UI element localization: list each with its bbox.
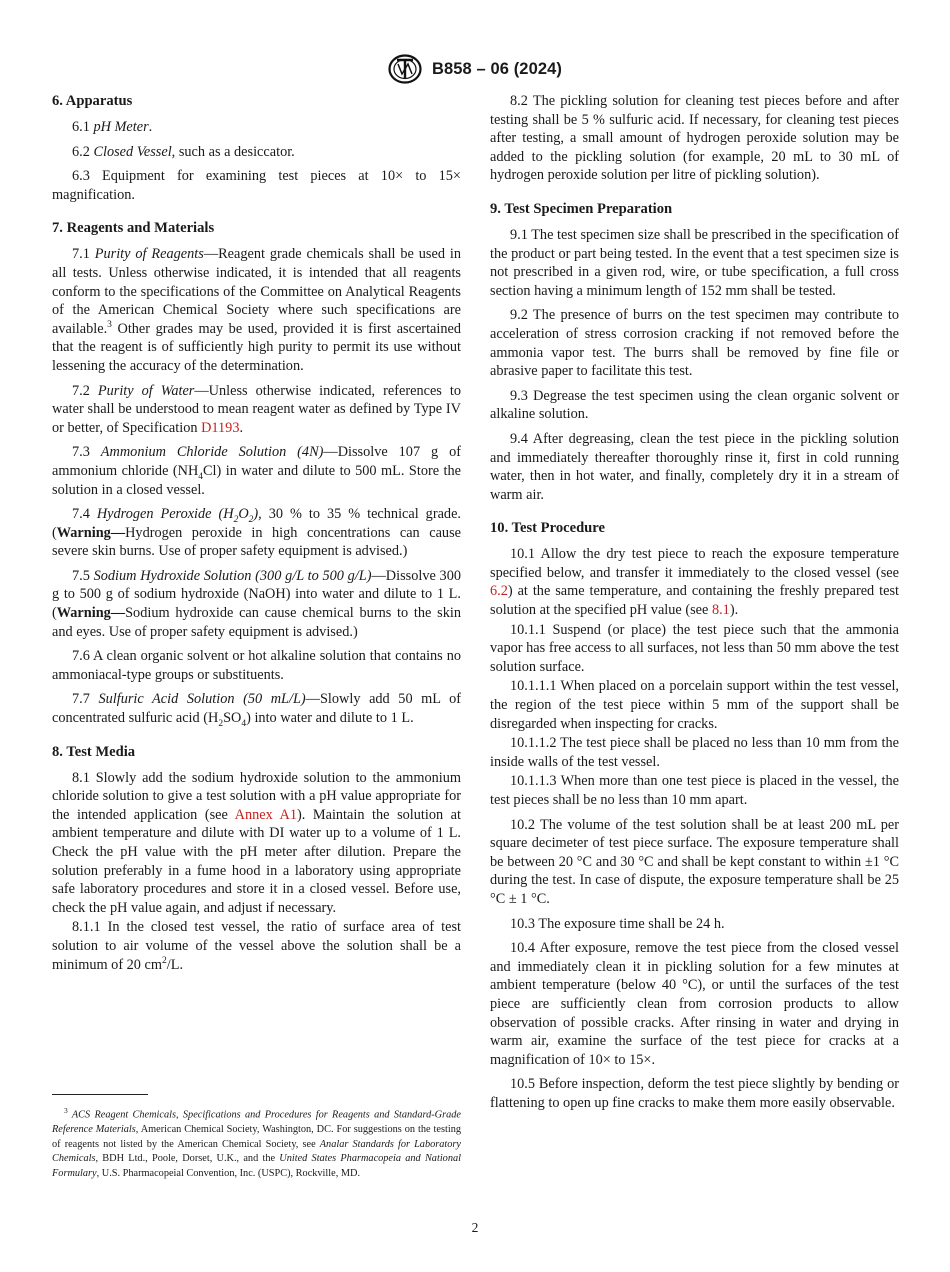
para-text: ). Maintain the solution at ambient temperature and dilute with DI water up to a volume of 1 L. Check the pH value with the pH meter after dilution. Prepare the solution preferably in a fume hood in a laboratory using appropriate safe laboratory procedures and store it in a closed vessel. Before use, check the pH value again, and adjust if necessary.	[52, 806, 462, 916]
section-6-title: 6. Apparatus	[52, 93, 133, 109]
para-text: —Slowly add 50 mL of concentrated sulfuric acid (H	[52, 691, 461, 727]
para-number: 7.1	[72, 246, 95, 263]
para-7-6: 7.6 A clean organic solvent or hot alkaline solution that contains no ammoniacal-type groups or substituents.	[52, 648, 461, 683]
subscript: 4	[241, 718, 247, 729]
para-10-1-1-1: 10.1.1.1 When placed on a porcelain support within the test vessel, the region of the test piece within 5 mm of the support shall be disregarded when inspecting for cracks.	[490, 678, 899, 732]
para-10-1-1: 10.1.1 Suspend (or place) the test piece such that the ammonia vapor has free access to all surfaces, not less than 50 mm above the test solution surface.	[490, 621, 899, 675]
section-9-title: 9. Test Specimen Preparation	[490, 200, 673, 217]
para-10-1-1-3: 10.1.1.3 When more than one test piece is placed in the vessel, the test pieces shall be no less than 10 mm apart.	[490, 773, 899, 808]
section-7-title: 7. Reagents and Materials	[52, 220, 215, 237]
para-text: Sodium hydroxide can cause chemical burns to the skin and eyes. Use of proper safety equipment is advised.)	[52, 605, 461, 640]
para-text: Hydrogen peroxide in high concentrations can cause severe skin burns. Use of proper safety equipment is advised.)	[52, 524, 461, 560]
para-text: 10.1 Allow the dry test piece to reach the exposure temperature specified below, and transfer it immediately to the closed vessel (see	[490, 546, 899, 581]
para-text: such as a desiccator.	[175, 143, 295, 160]
astm-logo-icon	[388, 54, 422, 84]
section-10	[490, 519, 899, 1112]
reference-link-d1193[interactable]: D1193	[201, 419, 240, 436]
para-caption: Sulfuric Acid Solution (50 mL/L)	[98, 691, 306, 708]
para-7-4	[52, 505, 461, 561]
section-10-title: 10. Test Procedure	[490, 520, 605, 537]
para-6-1	[52, 118, 461, 137]
para-text: —Reagent grade chemicals shall be used in all tests. Unless otherwise indicated, it is intended that all reagents conform to the specifications of the Committee on Analytical Reagents of the American Chemical Society where such specifications are available.	[52, 246, 461, 337]
para-text: .	[148, 119, 153, 135]
section-8-continued	[490, 92, 899, 185]
para-text: .	[239, 419, 244, 436]
page-header	[0, 54, 950, 84]
para-text: ) at the same temperature, and containing the freshly prepared test solution at the specified pH value (see	[490, 583, 899, 619]
warning-label: Warning—	[56, 605, 126, 622]
para-text: 8.1 Slowly add the sodium hydroxide solution to the ammonium chloride solution to give a test solution with a pH value appropriate for the intended application (see	[52, 769, 461, 823]
footnote-marker: 3	[64, 1106, 68, 1115]
para-7-5	[52, 567, 461, 641]
footnote-marker: 3	[107, 319, 112, 330]
para-7-1	[52, 245, 461, 375]
para-10-5: 10.5 Before inspection, deform the test piece slightly by bending or flattening to open up fine cracks to make them more easily observable.	[490, 1076, 899, 1111]
para-number: 7.7	[72, 691, 99, 708]
footnote-divider	[52, 1094, 148, 1095]
section-6	[52, 92, 461, 204]
caption-part: O	[238, 506, 249, 523]
para-10-1-1-2: 10.1.1.2 The test piece shall be placed no less than 10 mm from the inside walls of the test vessel.	[490, 735, 899, 770]
para-9-4: 9.4 After degreasing, clean the test piece in the pickling solution and immediately thereafter thoroughly rinse it, first in cold running water, then in hot water, and finally, completely dry it in a stream of warm air.	[490, 430, 899, 503]
para-caption	[96, 506, 262, 525]
para-text: 8.1.1 In the closed test vessel, the ratio of surface area of test solution to air volume of the vessel above the solution shall be a minimum of 20 cm	[52, 919, 461, 973]
left-column	[52, 92, 461, 989]
para-number: 7.2	[72, 382, 98, 399]
section-9	[490, 200, 899, 504]
caption-part: ),	[253, 506, 262, 523]
para-text: 30 % to 35 % technical grade. (	[52, 506, 461, 541]
para-text: ).	[729, 602, 739, 619]
footnote-text: , U.S. Pharmacopeial Convention, Inc. (USPC), Rockville, MD.	[96, 1167, 361, 1179]
para-number: 7.3	[72, 444, 101, 461]
subscript: 2	[248, 514, 254, 525]
para-number: 7.4	[72, 506, 97, 523]
para-7-2	[52, 382, 461, 438]
superscript: 2	[162, 955, 167, 966]
para-text: /L.	[166, 956, 184, 973]
para-7-3	[52, 443, 461, 499]
reference-link-annex-a1[interactable]: Annex A1	[234, 806, 297, 823]
footnote	[52, 1104, 461, 1181]
para-caption: Ammonium Chloride Solution (4N)	[100, 444, 324, 461]
reference-link-8-1[interactable]: 8.1	[711, 602, 730, 619]
footnote-title: Analar Standards for Laboratory Chemicals	[52, 1138, 461, 1165]
para-text: Cl) in water and dilute to 500 mL. Store the solution in a closed vessel.	[52, 462, 461, 498]
para-text: SO	[223, 710, 242, 727]
para-7-7	[52, 690, 461, 727]
section-7	[52, 219, 461, 727]
para-9-2: 9.2 The presence of burrs on the test specimen may contribute to acceleration of stress corrosion cracking if not removed before the ammonia vapor test. The burrs shall be removed by fine file or abrasive paper to facilitate this test.	[490, 307, 899, 380]
warning-label: Warning—	[56, 524, 126, 541]
para-text: —Dissolve 300 g to 500 g of sodium hydroxide (NaOH) into water and dilute to 1 L. (	[52, 567, 461, 622]
para-9-1: 9.1 The test specimen size shall be prescribed in the specification of the product or part being tested. In the event that a test specimen size is not prescribed in a given rod, wire, or tube specification, a full cross section having a minimum length of 152 mm shall be tested.	[490, 226, 899, 299]
para-number: 6.1	[72, 119, 94, 135]
para-6-3: 6.3 Equipment for examining test pieces at 10× to 15× magnification.	[52, 168, 461, 203]
footnote-title: ACS Reagent Chemicals, Specifications and Procedures for Reagents and Standard-Grade Reference Materials	[52, 1109, 461, 1136]
section-8-title: 8. Test Media	[52, 743, 136, 760]
para-text: —Dissolve 107 g of ammonium chloride (NH	[52, 444, 461, 479]
para-text: —Unless otherwise indicated, references to water shall be understood to mean reagent water as defined by Type IV or better, of Specification	[52, 382, 461, 436]
right-column	[490, 92, 899, 1128]
para-8-2: 8.2 The pickling solution for cleaning test pieces before and after testing shall be 5 % sulfuric acid. If necessary, for cleaning test pieces after testing, a small amount of hydrogen peroxide solution may be added to the pickling solution (for example, 20 mL to 30 mL of hydrogen peroxide solution per litre of pickling solution).	[490, 93, 899, 184]
para-caption: Sodium Hydroxide Solution (300 g/L to 500 g/L)	[93, 567, 372, 584]
para-caption: pH Meter	[93, 119, 149, 135]
para-6-2	[52, 143, 461, 162]
footnote-title: United States Pharmacopeia and National Formulary	[52, 1153, 461, 1179]
caption-part: Hydrogen Peroxide (H	[96, 506, 234, 523]
footnote-3	[52, 1104, 461, 1181]
footnote-text: , American Chemical Society, Washington, DC. For suggestions on the testing of reagents not listed by the American Chemical Society, see	[52, 1124, 461, 1150]
para-10-3: 10.3 The exposure time shall be 24 h.	[510, 915, 725, 932]
para-10-4: 10.4 After exposure, remove the test piece from the closed vessel and immediately clean it in pickling solution for a few minutes at ambient temperature (below 40 °C), or until the surfaces of the test piece are sufficiently clean from corrosion products to allow observation of possible cracks. After rinsing in water and drying in warm air, examine the surface of the test piece for cracks at a magnification of 10× to 15×.	[490, 940, 899, 1068]
para-10-1	[490, 545, 899, 619]
para-8-1	[52, 769, 461, 918]
reference-link-6-2[interactable]: 6.2	[490, 583, 508, 600]
footnote-text: , BDH Ltd., Poole, Dorset, U.K., and the	[95, 1153, 280, 1165]
section-8	[52, 743, 461, 975]
para-text: Other grades may be used, provided it is first ascertained that the reagent is of sufficiently high purity to permit its use without lessening the accuracy of the determination.	[52, 320, 461, 374]
document-id: B858 – 06 (2024)	[431, 59, 563, 78]
para-caption: Closed Vessel,	[93, 143, 176, 160]
page-number: 2	[471, 1220, 479, 1235]
para-caption: Purity of Water	[97, 382, 195, 399]
para-text: ) into water and dilute to 1 L.	[246, 710, 414, 727]
subscript: 2	[218, 718, 224, 729]
para-number: 7.5	[72, 567, 94, 584]
subscript: 2	[233, 514, 239, 525]
subscript: 4	[198, 471, 204, 482]
para-caption: Purity of Reagents	[94, 246, 204, 263]
para-8-1-1	[52, 918, 461, 974]
para-10-2: 10.2 The volume of the test solution shall be at least 200 mL per square decimeter of test piece surface. The exposure temperature shall be between 20 °C and 30 °C and shall be kept constant to within ±1 °C during the test. In case of dispute, the exposure temperature shall be 25 °C ± 1 °C.	[490, 816, 899, 907]
para-9-3: 9.3 Degrease the test specimen using the clean organic solvent or alkaline solution.	[490, 387, 899, 423]
para-number: 6.2	[72, 143, 94, 160]
